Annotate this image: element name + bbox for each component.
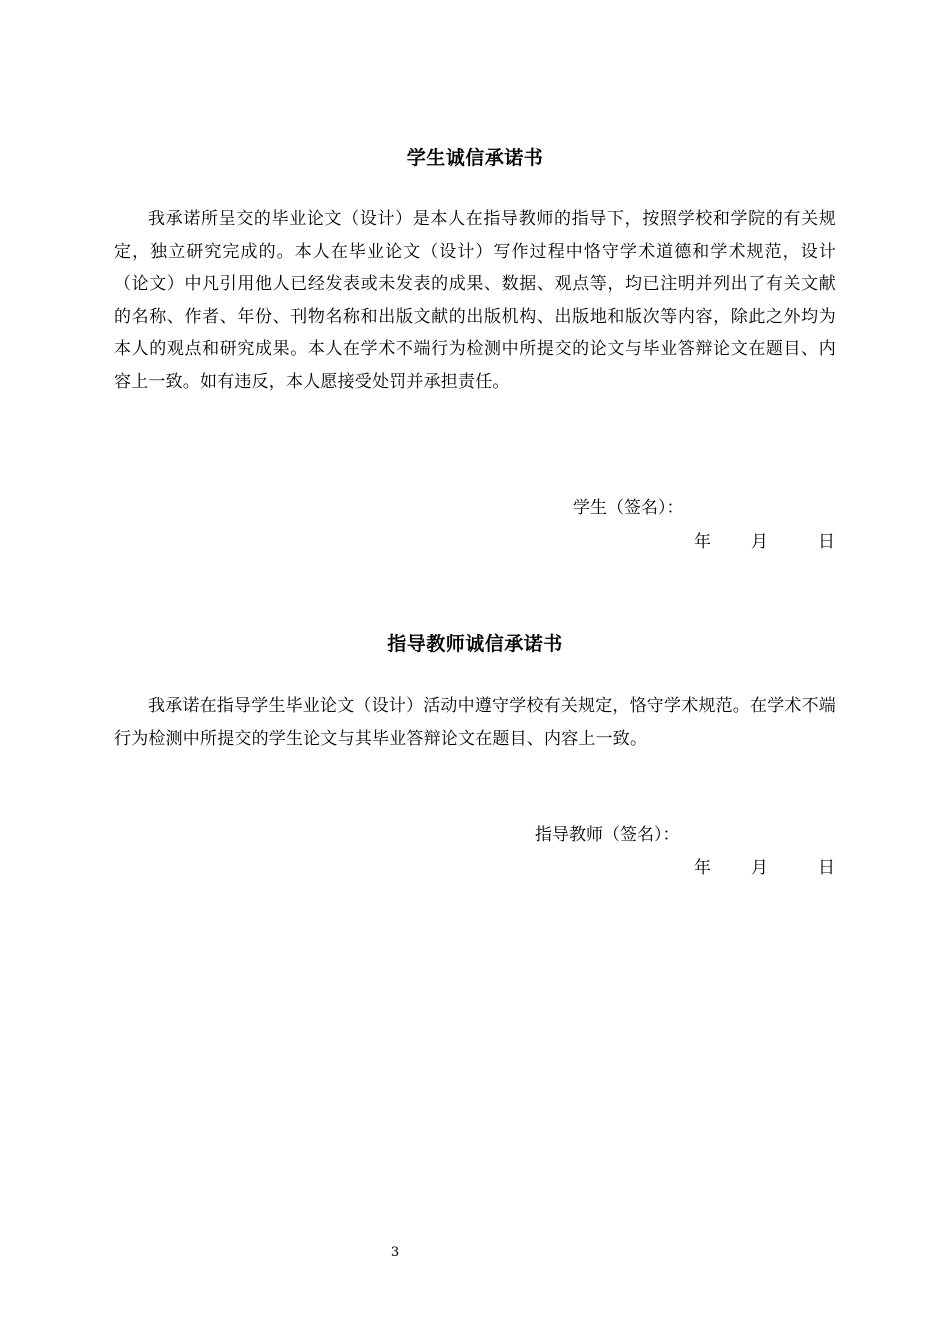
teacher-date-month: 月 xyxy=(751,858,768,878)
student-date-year: 年 xyxy=(694,532,711,552)
student-date-month: 月 xyxy=(751,532,768,552)
teacher-signature-label: 指导教师（签名）： xyxy=(535,825,680,845)
teacher-pledge-title: 指导教师诚信承诺书 xyxy=(387,633,563,655)
page-number: 3 xyxy=(390,1245,400,1260)
teacher-date-line xyxy=(694,856,836,880)
student-pledge-body: 我承诺所呈交的毕业论文（设计）是本人在指导教师的指导下，按照学校和学院的有关规定，独立研究完成的。本人在毕业论文（设计）写作过程中恪守学术道德和学术规范，设计（论文）中凡引用他人已经发表或未发表的成果、数据、观点等，均已注明并列出了有关文献的名称、作者、年份、刊物名称和出版文献的出版机构、出版地和版次等内容，除此之外均为本人的观点和研究成果。本人在学术不端行为检测中所提交的论文与毕业答辩论文在题目、内容上一致。如有违反，本人愿接受处罚并承担责任。 xyxy=(114,209,836,392)
student-date-line xyxy=(694,530,836,554)
teacher-date-day: 日 xyxy=(818,858,835,878)
student-date-day: 日 xyxy=(818,532,835,552)
student-signature-label: 学生（签名）： xyxy=(573,498,684,518)
teacher-pledge-body: 我承诺在指导学生毕业论文（设计）活动中遵守学校有关规定，恪守学术规范。在学术不端行为检测中所提交的学生论文与其毕业答辩论文在题目、内容上一致。 xyxy=(114,696,836,749)
teacher-date-year: 年 xyxy=(694,858,711,878)
student-pledge-title: 学生诚信承诺书 xyxy=(406,147,544,169)
